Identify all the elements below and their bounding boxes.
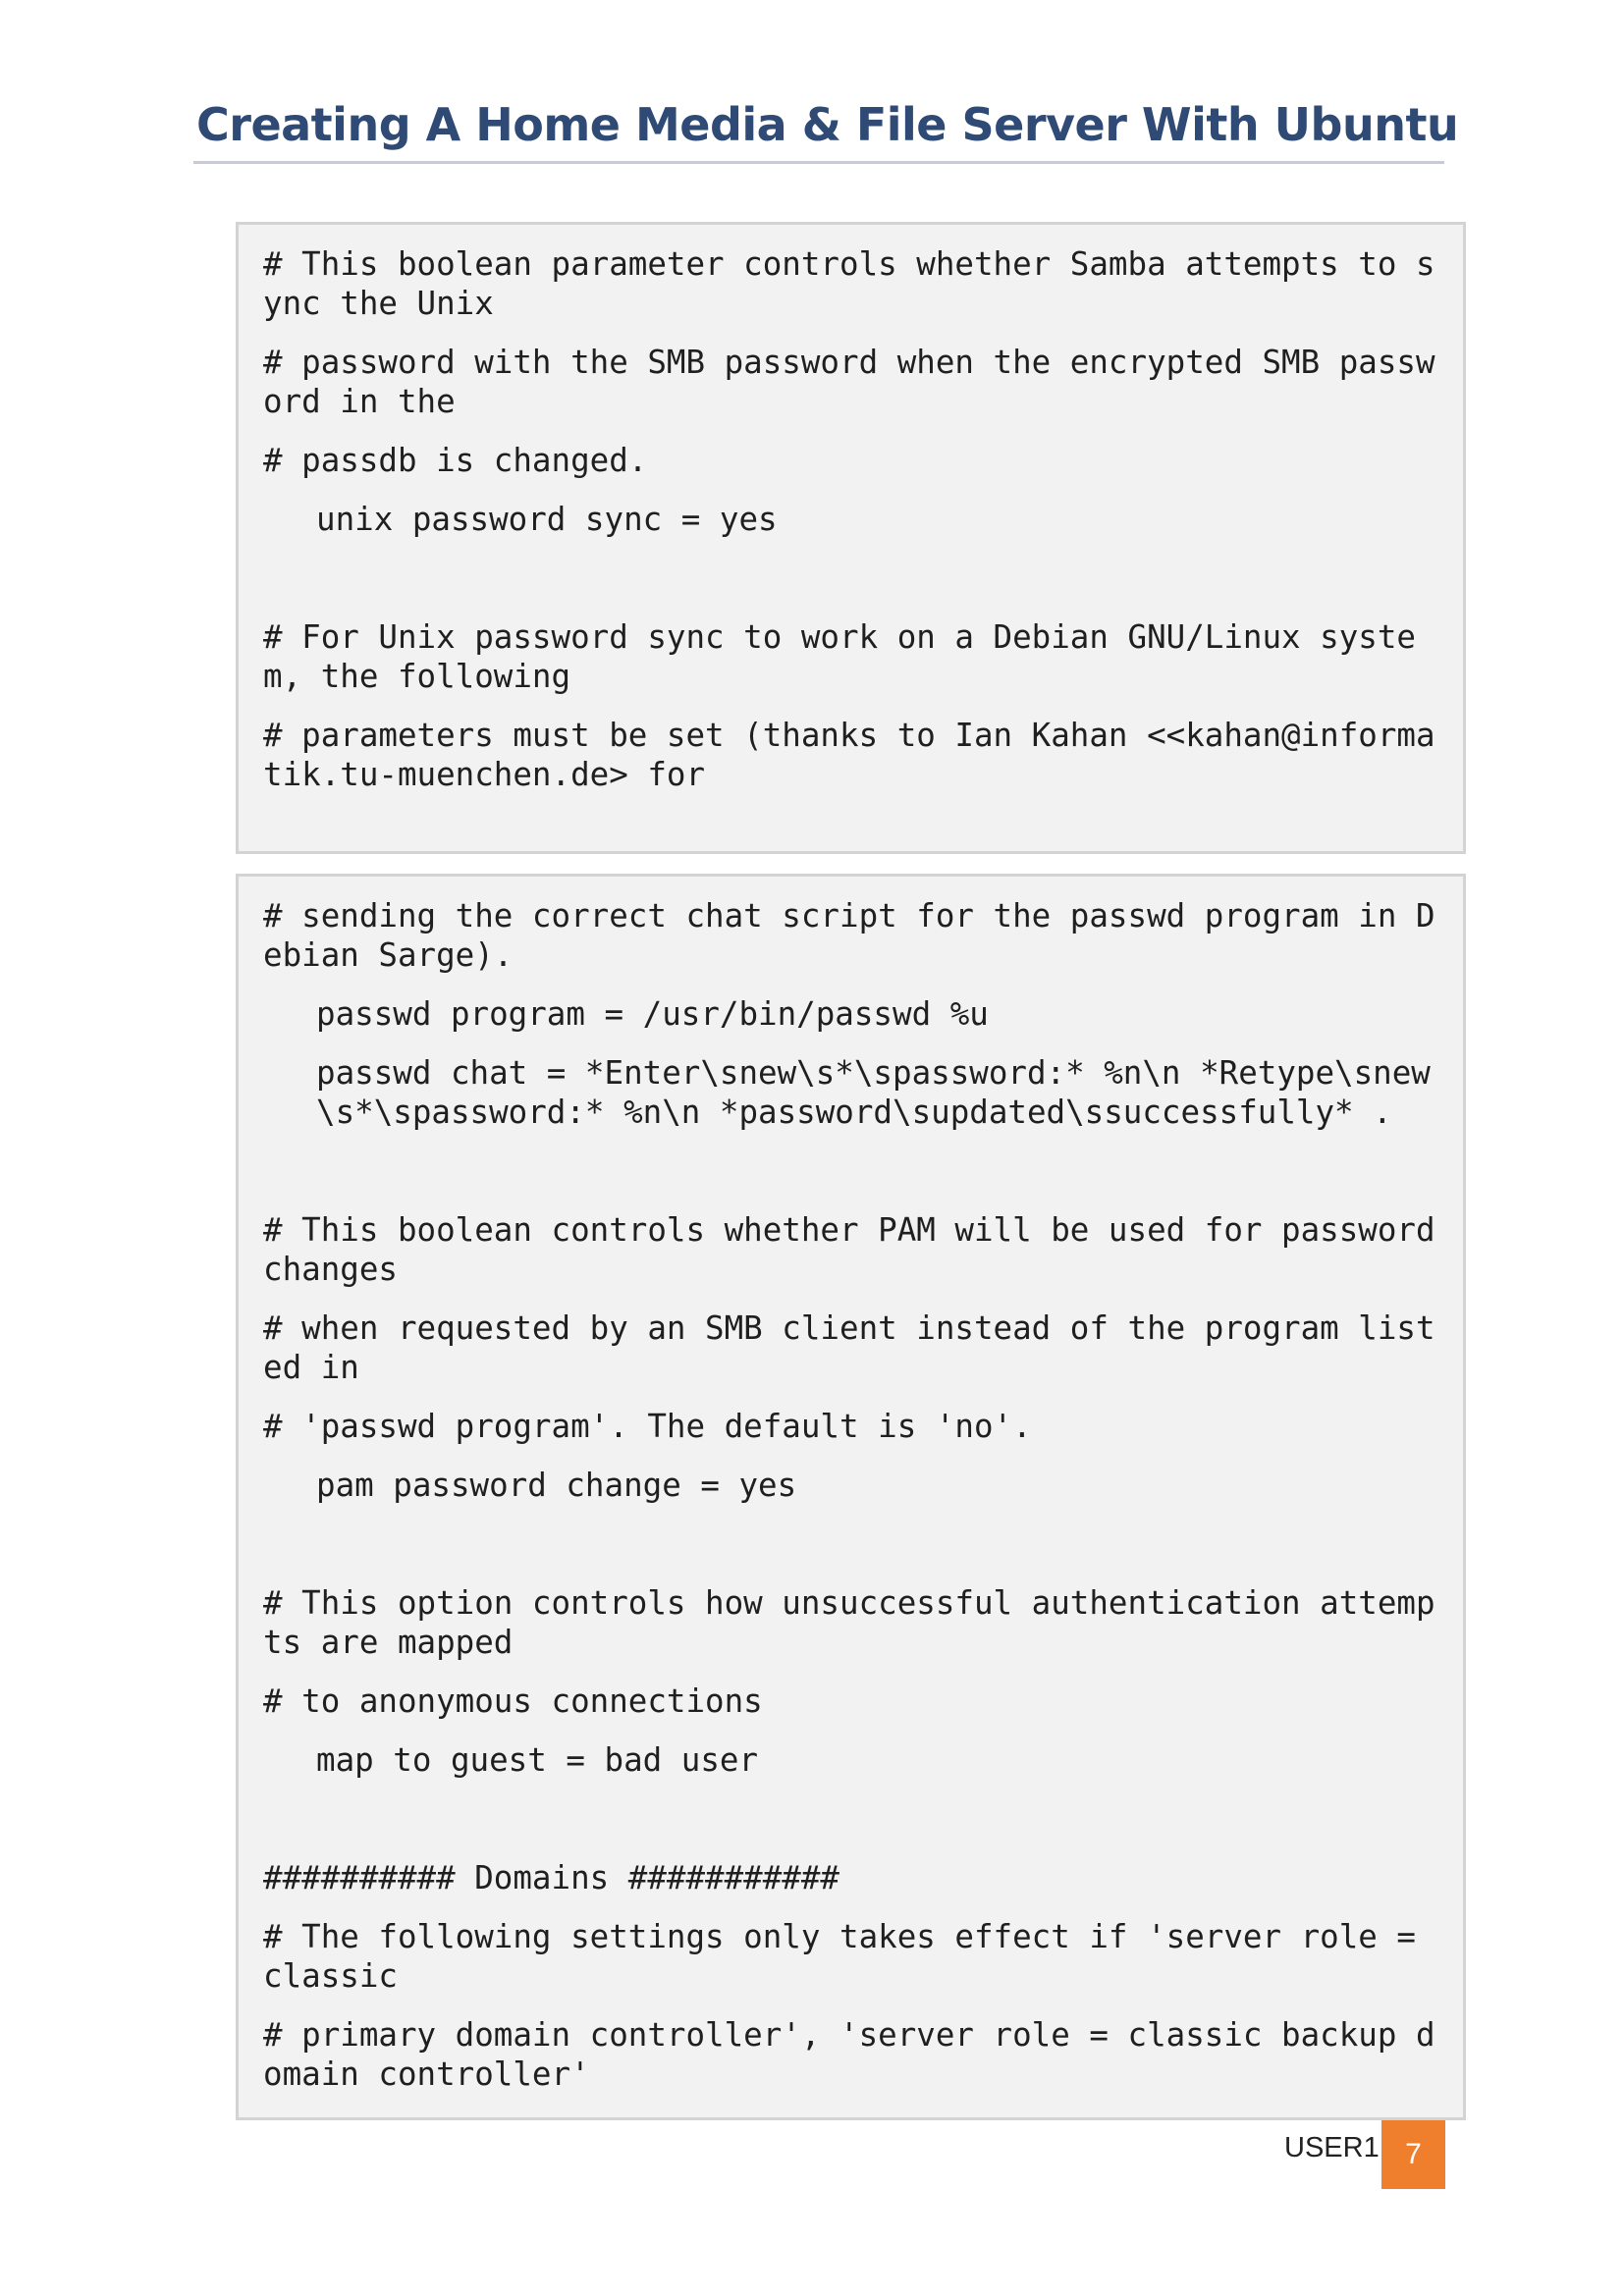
page-number-badge: 7 [1381, 2120, 1445, 2189]
code-comment-line: # The following settings only takes effect if 'server role = classic [263, 1918, 1416, 1995]
code-setting-line: passwd program = /usr/bin/passwd %u [316, 995, 989, 1033]
code-comment-line: # 'passwd program'. The default is 'no'. [263, 1408, 1032, 1445]
code-setting-line: pam password change = yes [316, 1467, 797, 1504]
code-comment-line: # when requested by an SMB client instead of the program listed in [263, 1309, 1435, 1386]
code-setting-line: passwd chat = *Enter\snew\s*\spassword:* %n\n *Retype\snew\s*\spassword:* %n\n *password\supdated\ssuccessfully* . [316, 1054, 1431, 1131]
code-comment-line: # This boolean parameter controls whether Samba attempts to sync the Unix [263, 245, 1435, 322]
code-comment-line: # to anonymous connections [263, 1682, 763, 1720]
code-comment-line: # This option controls how unsuccessful authentication attempts are mapped [263, 1584, 1435, 1661]
code-comment-line: # This boolean controls whether PAM will be used for password changes [263, 1211, 1435, 1288]
code-block-1 [236, 222, 1466, 854]
code-comment-line: # sending the correct chat script for the passwd program in Debian Sarge). [263, 897, 1435, 974]
blank-line [263, 1524, 1463, 1564]
code-comment-line: # For Unix password sync to work on a Debian GNU/Linux system, the following [263, 618, 1416, 695]
code-comment-line: # parameters must be set (thanks to Ian Kahan <<kahan@informatik.tu-muenchen.de> for [263, 717, 1435, 793]
footer-author: USER1 [1284, 2132, 1380, 2163]
page-title: Creating A Home Media & File Server With Ubuntu [196, 98, 1459, 151]
code-block-2 [236, 874, 1466, 2120]
blank-line [263, 1151, 1463, 1191]
code-setting-line: unix password sync = yes [316, 501, 778, 538]
code-comment-line: # password with the SMB password when the encrypted SMB password in the [263, 344, 1435, 420]
code-comment-line: # passdb is changed. [263, 442, 648, 479]
title-divider [193, 161, 1444, 164]
blank-line [263, 559, 1463, 598]
blank-line [263, 1799, 1463, 1839]
code-setting-line: map to guest = bad user [316, 1741, 759, 1779]
code-comment-line: # primary domain controller', 'server role = classic backup domain controller' [263, 2016, 1435, 2093]
code-section-header: ########## Domains ########### [263, 1859, 839, 1896]
